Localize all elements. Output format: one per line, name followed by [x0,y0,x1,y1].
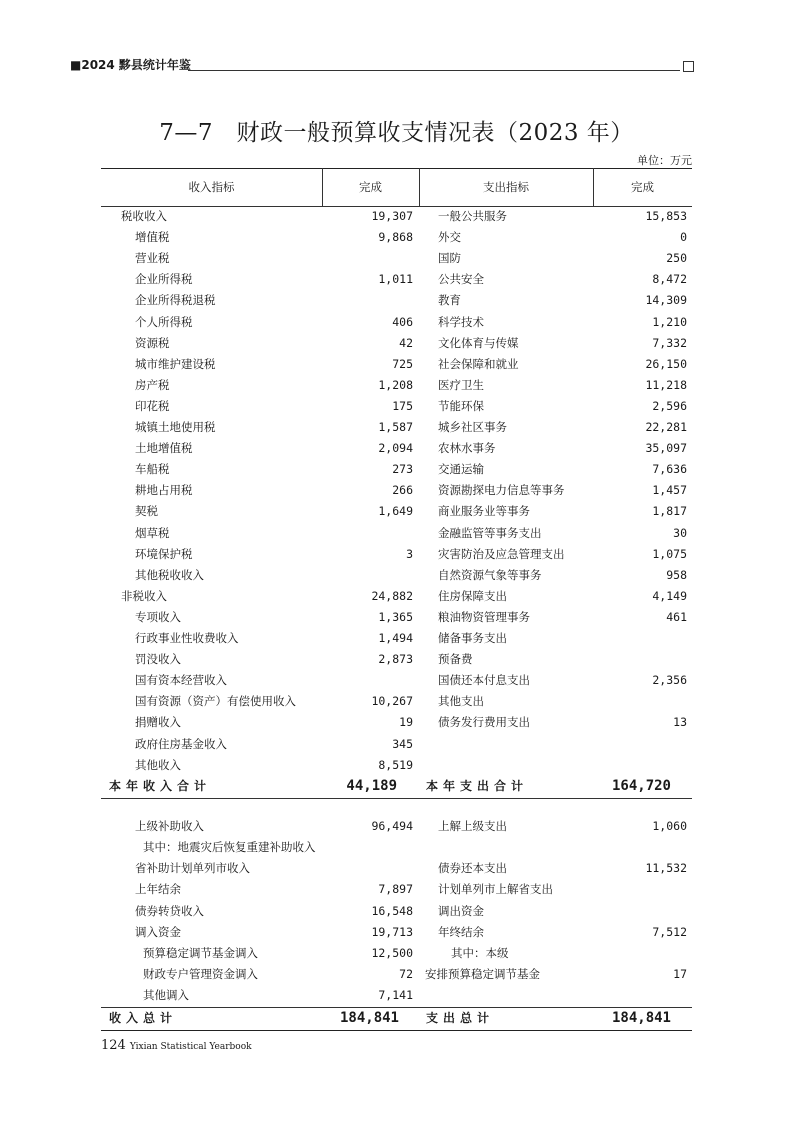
expense-value: 11,532 [645,861,687,876]
subtotal-rule [101,798,692,799]
unit-label: 单位：万元 [637,154,692,167]
income-value: 19 [399,715,413,730]
table-row [101,417,692,438]
col-header-income-done: 完成 [359,180,382,194]
table-row [101,649,692,670]
subtotal-income-label: 本年收入合计 [109,778,212,793]
income-item: 罚没收入 [135,652,181,667]
expense-value: 1,075 [652,546,687,561]
income-item: 烟草税 [135,525,170,540]
expense-value: 1,060 [652,818,687,833]
expense-item: 其他支出 [438,694,484,709]
income-value: 406 [392,314,413,329]
expense-value: 7,636 [652,462,687,477]
income-value: 72 [399,967,413,982]
expense-item: 债券还本支出 [438,861,507,876]
expense-item: 年终结余 [438,924,484,939]
expense-item: 科学技术 [438,314,484,329]
grandtotal-income-value: 184,841 [339,1009,399,1026]
income-item: 其中：地震灾后恢复重建补助收入 [143,839,316,854]
income-value: 24,882 [371,588,413,603]
table-row [101,501,692,522]
income-value: 3 [406,546,413,561]
income-item: 其他收入 [135,757,181,772]
expense-item: 金融监管等事务支出 [438,525,542,540]
table-row [101,312,692,333]
table-row [101,544,692,565]
table-row [101,816,692,837]
page-title: 7—7 财政一般预算收支情况表（2023 年） [159,120,634,146]
expense-item: 医疗卫生 [438,377,484,392]
income-item: 车船税 [135,462,170,477]
header-rule [188,70,680,71]
expense-value: 2,356 [652,673,687,688]
income-value: 175 [392,398,413,413]
income-item: 个人所得税 [135,314,193,329]
expense-value: 8,472 [652,272,687,287]
expense-item: 自然资源气象等事务 [438,567,542,582]
expense-item: 预备费 [438,652,473,667]
income-value: 7,897 [378,882,413,897]
expense-item: 教育 [438,293,461,308]
expense-value: 26,150 [645,356,687,371]
expense-value: 250 [666,251,687,266]
expense-item: 国防 [438,251,461,266]
expense-item: 调出资金 [438,903,484,918]
expense-value: 1,210 [652,314,687,329]
income-value: 2,873 [378,652,413,667]
header-title: ■2024 黟县统计年鉴 [70,58,191,72]
income-item: 省补助计划单列市收入 [135,861,250,876]
grandtotal-row [101,1008,692,1030]
expense-item: 城乡社区事务 [438,420,507,434]
table-row [101,396,692,417]
expense-value: 2,596 [652,398,687,413]
income-item: 耕地占用税 [135,483,193,498]
expense-item: 公共安全 [438,272,484,287]
expense-item: 商业服务业等事务 [438,504,530,519]
income-item: 房产税 [135,377,170,392]
table-row [101,227,692,248]
income-item: 上级补助收入 [135,818,204,833]
table-row [101,858,692,879]
table-row [101,565,692,586]
expense-item: 节能环保 [438,398,484,413]
income-value: 19,307 [371,209,413,223]
income-item: 营业税 [135,251,170,266]
subtotal-expense-value: 164,720 [611,777,671,794]
running-header [70,58,694,74]
expense-value: 13 [673,715,687,730]
expense-value: 11,218 [645,377,687,392]
page-footer [101,1038,252,1053]
grandtotal-expense-value: 184,841 [611,1009,671,1026]
table-row [101,206,692,227]
expense-value: 461 [666,609,687,624]
expense-value: 35,097 [645,441,687,456]
expense-item: 国债还本付息支出 [438,673,530,688]
expense-item: 其中：本级 [451,945,509,960]
income-item: 政府住房基金收入 [135,736,227,751]
col-header-income: 收入指标 [188,180,235,194]
income-value: 10,267 [371,694,413,709]
income-item: 上年结余 [135,882,181,897]
income-value: 273 [392,462,413,477]
income-item: 国有资本经营收入 [135,673,227,688]
income-item: 其他调入 [143,988,189,1003]
income-value: 1,208 [378,377,413,392]
income-item: 预算稳定调节基金调入 [143,945,258,960]
income-item: 国有资源（资产）有偿使用收入 [135,694,296,709]
expense-item: 一般公共服务 [438,209,507,223]
expense-value: 0 [680,230,687,245]
expense-value: 7,332 [652,335,687,350]
expense-item: 计划单列市上解省支出 [438,882,553,897]
income-value: 42 [399,335,413,350]
income-item: 捐赠收入 [135,715,181,730]
expense-item: 粮油物资管理事务 [438,609,530,624]
income-value: 7,141 [378,988,413,1003]
table-row [101,837,692,858]
expense-value: 22,281 [645,420,687,434]
income-item: 土地增值税 [135,441,193,456]
table-row [101,607,692,628]
table-row [101,670,692,691]
table-row [101,333,692,354]
table-row [101,375,692,396]
income-value: 1,587 [378,420,413,434]
income-item: 城镇土地使用税 [135,420,216,434]
income-item: 契税 [135,504,158,519]
expense-value: 30 [673,525,687,540]
table-row [101,354,692,375]
table-row [101,438,692,459]
expense-item: 安排预算稳定调节基金 [425,967,540,982]
income-item: 企业所得税退税 [135,293,216,308]
page-number: 124 [101,1038,126,1053]
table-row [101,755,692,776]
table-row [101,459,692,480]
income-item: 行政事业性收费收入 [135,631,239,645]
income-value: 1,494 [378,631,413,645]
expense-item: 农林水事务 [438,441,496,456]
income-item: 环境保护税 [135,546,193,561]
subtotal-row [101,776,692,798]
income-item: 企业所得税 [135,272,193,287]
income-item: 增值税 [135,230,170,245]
income-item: 调入资金 [135,924,181,939]
expense-item: 资源勘探电力信息等事务 [438,483,565,498]
income-value: 1,011 [378,272,413,287]
income-value: 19,713 [371,924,413,939]
table-row [101,290,692,311]
table-row [101,480,692,501]
expense-value: 17 [673,967,687,982]
table-row [101,734,692,755]
income-item: 非税收入 [121,588,167,603]
header-square-icon [683,61,694,72]
table-row [101,248,692,269]
table-row [101,691,692,712]
yearbook-name: Yixian Statistical Yearbook [129,1042,252,1052]
income-item: 其他税收收入 [135,567,204,582]
expense-value: 958 [666,567,687,582]
expense-item: 社会保障和就业 [438,356,519,371]
subtotal-income-value: 44,189 [346,777,397,794]
table-row [101,523,692,544]
table-row [101,943,692,964]
expense-item: 上解上级支出 [438,818,507,833]
table-row [101,901,692,922]
income-item: 城市维护建设税 [135,356,216,371]
col-header-expense: 支出指标 [483,180,529,194]
table-row [101,628,692,649]
expense-item: 交通运输 [438,462,484,477]
income-value: 12,500 [371,945,413,960]
expense-value: 1,457 [652,483,687,498]
income-item: 专项收入 [135,609,181,624]
income-item: 资源税 [135,335,170,350]
expense-value: 7,512 [652,924,687,939]
expense-value: 14,309 [645,293,687,308]
table-row [101,879,692,900]
income-value: 96,494 [371,818,413,833]
expense-value: 1,817 [652,504,687,519]
income-value: 2,094 [378,441,413,456]
table-row [101,922,692,943]
table-row [101,964,692,985]
income-value: 1,365 [378,609,413,624]
expense-item: 债务发行费用支出 [438,715,530,730]
expense-item: 外交 [438,230,461,245]
expense-item: 灾害防治及应急管理支出 [438,546,565,561]
income-value: 1,649 [378,504,413,519]
expense-item: 储备事务支出 [438,631,507,645]
income-item: 印花税 [135,398,170,413]
table-row [101,712,692,733]
table-row [101,586,692,607]
income-item: 税收收入 [121,209,167,223]
expense-value: 15,853 [645,209,687,223]
expense-item: 住房保障支出 [438,588,507,603]
income-item: 债券转贷收入 [135,903,204,918]
income-value: 725 [392,356,413,371]
table-row [101,269,692,290]
expense-value: 4,149 [652,588,687,603]
income-value: 266 [392,483,413,498]
income-value: 9,868 [378,230,413,245]
income-value: 8,519 [378,757,413,772]
table-bottom-rule [101,1030,692,1031]
income-value: 16,548 [371,903,413,918]
income-value: 345 [392,736,413,751]
income-item: 财政专户管理资金调入 [143,967,258,982]
budget-table [101,168,692,1029]
expense-item: 文化体育与传媒 [438,335,519,350]
table-row [101,985,692,1006]
grandtotal-expense-label: 支出总计 [426,1010,495,1025]
col-header-expense-done: 完成 [631,180,654,194]
grandtotal-income-label: 收入总计 [109,1010,178,1025]
subtotal-expense-label: 本年支出合计 [426,778,529,793]
